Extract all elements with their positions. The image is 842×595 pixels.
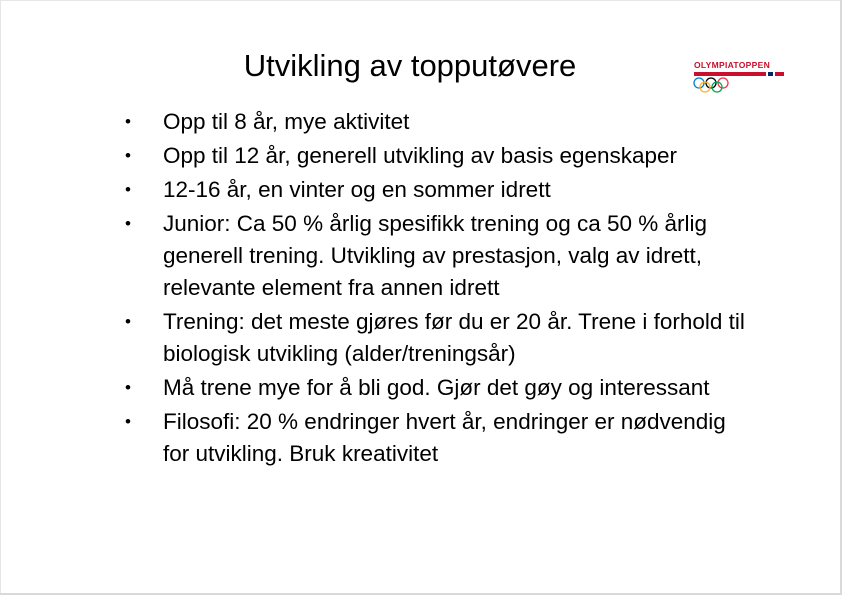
logo-text: OLYMPIATOPPEN [694, 60, 771, 70]
bullet-glyph: • [125, 378, 131, 397]
bullet-item [125, 106, 745, 138]
bullet-text: Trening: det meste gjøres før du er 20 år. Trene i forhold til biologisk utvikling (alder/treningsår) [163, 309, 745, 366]
bullet-item [125, 306, 745, 370]
bullet-item [125, 174, 745, 206]
bullet-list [125, 106, 745, 472]
logo-flag-stripe [694, 72, 784, 76]
bullet-glyph: • [125, 180, 131, 199]
bullet-glyph: • [125, 146, 131, 165]
bullet-item [125, 208, 745, 304]
olympiatoppen-logo [690, 58, 786, 98]
bullet-text: 12-16 år, en vinter og en sommer idrett [163, 177, 551, 202]
bullet-text: Junior: Ca 50 % årlig spesifikk trening og ca 50 % årlig generell trening. Utvikling av prestasjon, valg av idrett, relevante element fra annen idrett [163, 211, 708, 300]
slide-border-top [0, 0, 842, 1]
bullet-text: Opp til 12 år, generell utvikling av basis egenskaper [163, 143, 678, 168]
bullet-glyph: • [125, 412, 131, 431]
bullet-text: Opp til 8 år, mye aktivitet [163, 109, 410, 134]
bullet-glyph: • [125, 214, 131, 233]
bullet-item [125, 406, 745, 470]
slide-title: Utvikling av topputøvere [243, 48, 577, 83]
bullet-glyph: • [125, 112, 131, 131]
bullet-item [125, 140, 745, 172]
bullet-text: Må trene mye for å bli god. Gjør det gøy og interessant [163, 375, 710, 400]
bullet-item [125, 372, 745, 404]
bullet-glyph: • [125, 312, 131, 331]
olympic-rings-icon [693, 77, 735, 93]
bullet-text: Filosofi: 20 % endringer hvert år, endringer er nødvendig for utvikling. Bruk kreativitet [163, 409, 726, 466]
slide-border-left [0, 0, 1, 595]
